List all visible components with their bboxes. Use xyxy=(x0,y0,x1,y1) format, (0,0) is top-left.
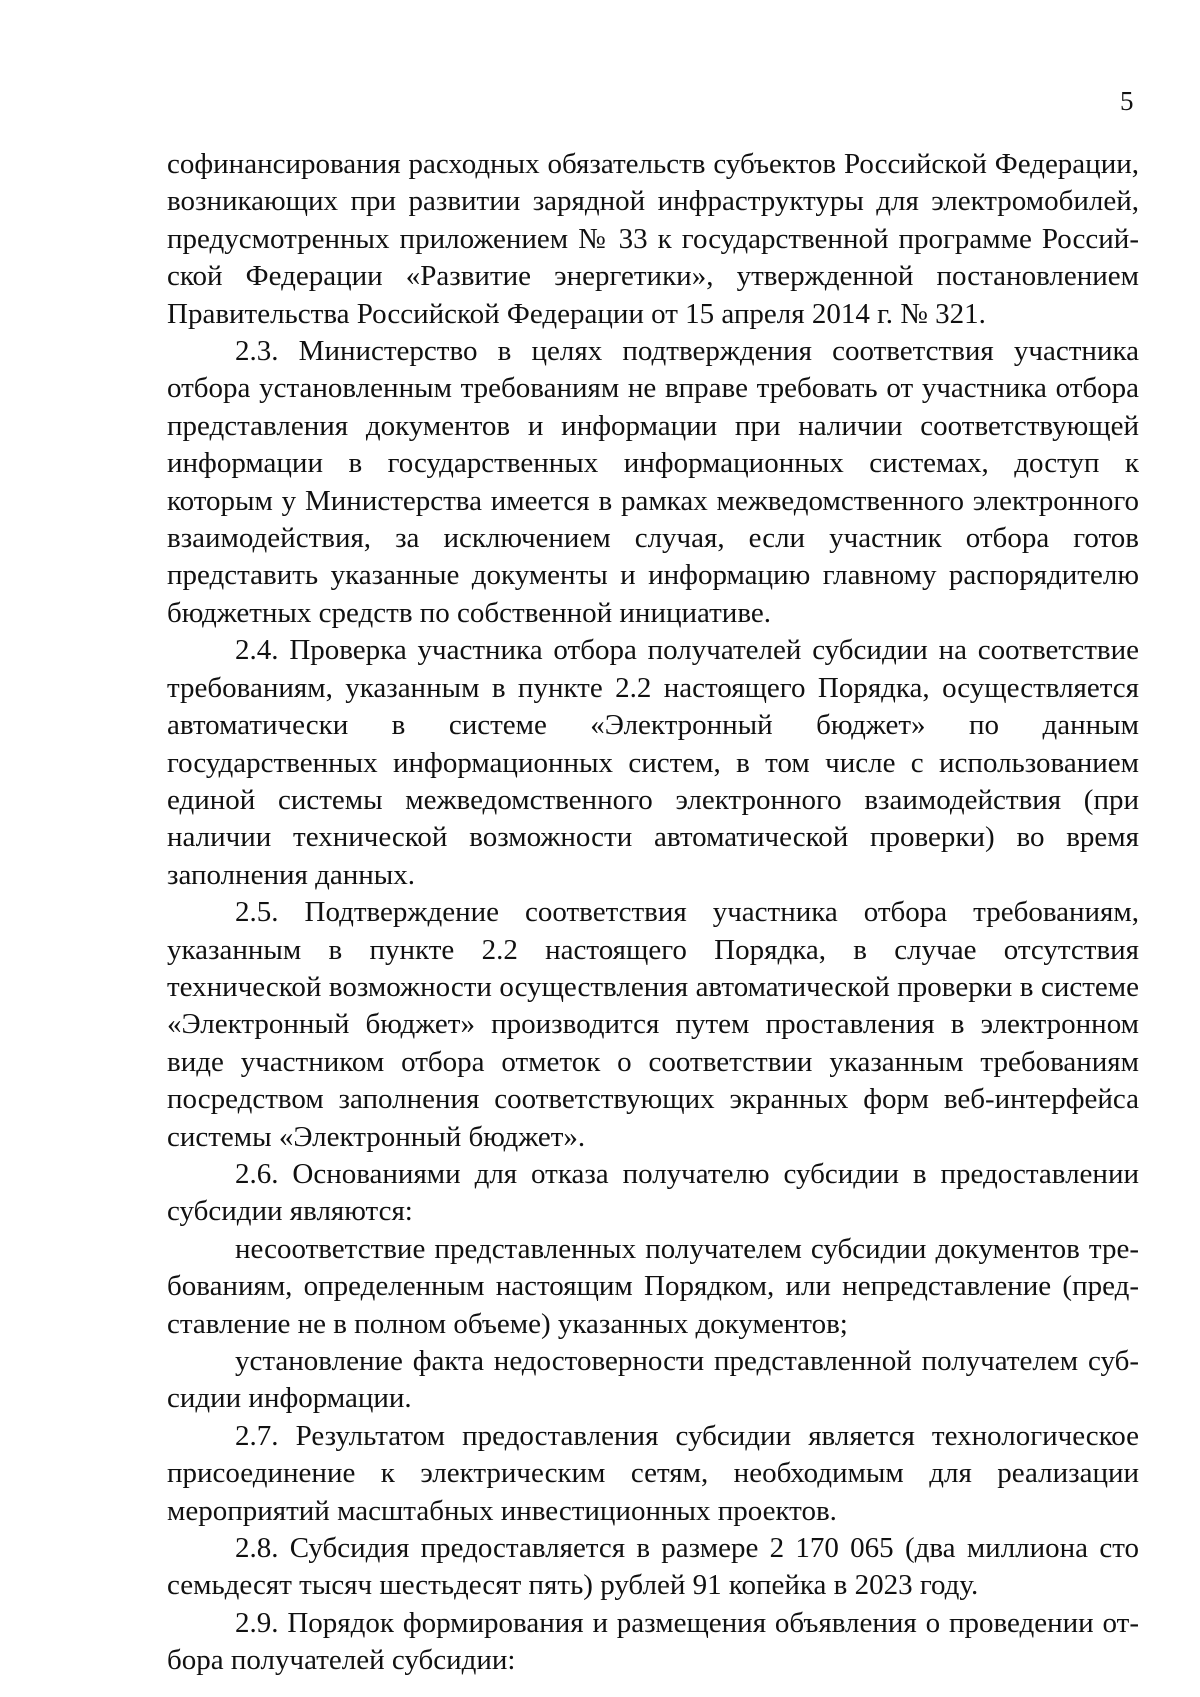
paragraph-2-8: 2.8. Субсидия предоставляется в размере 2 170 065 (два миллиона сто семьдесят тысяч шестьдесят пять) рублей 91 копейка в 2023 году. xyxy=(167,1532,1139,1602)
paragraph-continuation: софинансирования расходных обязательств субъектов Российской Федерации, возникающих при развитии зарядной инфраструктуры для электромобилей, предусмотренных приложением № 33 к государственной программе Российской Федерации «Развитие энергетики», утвержденной постановлением Правительства Российской Федерации от 15 апреля 2014 г. № 321. xyxy=(167,148,1139,330)
paragraph-2-6-item-a: несоответствие представленных получателем субсидии документов требованиям, определенным настоящим Порядком, или непредставление (представление не в полном объеме) указанных документов; xyxy=(167,1232,1139,1340)
paragraph-2-6-item-b: установление факта недостоверности представленной получателем субсидии информации. xyxy=(167,1345,1139,1415)
paragraph-2-6: 2.6. Основаниями для отказа получателю субсидии в предоставлении субсидии являются: xyxy=(167,1157,1139,1228)
paragraph-2-3: 2.3. Министерство в целях подтверждения соответствия участника отбора установленным требованиям не вправе требовать от участника отбора представления документов и информации при наличии соответствующей информации в государственных информационных системах, доступ к которым у Министерства имеется в рамках межведомственного электронного взаимодействия, за исключением случая, если участник отбора готов представить указанные документы и информацию главному распорядителю бюджетных средств по собственной инициативе. xyxy=(167,335,1139,629)
paragraph-2-4: 2.4. Проверка участника отбора получателей субсидии на соответствие требованиям, указанным в пункте 2.2 настоящего Порядка, осуществляется автоматически в системе «Электронный бюджет» по данным государственных информационных систем, в том числе с использованием единой системы межведомственного электронного взаимодействия (при наличии технической возможности автоматической проверки) во время заполнения данных. xyxy=(167,634,1139,891)
paragraph-2-9: 2.9. Порядок формирования и размещения объявления о проведении отбора получателей субсидии: xyxy=(167,1606,1139,1677)
page-number: 5 xyxy=(1120,86,1134,116)
paragraph-2-5: 2.5. Подтверждение соответствия участника отбора требованиям, указанным в пункте 2.2 настоящего Порядка, в случае отсутствия технической возможности осуществления автоматической проверки в системе «Электронный бюджет» производится путем проставления в электронном виде участником отбора отметок о соответствии указанным требованиям посредством заполнения соответствующих экранных форм веб-интерфейса системы «Электронный бюджет». xyxy=(167,896,1139,1153)
paragraph-2-7: 2.7. Результатом предоставления субсидии является технологическое присоединение к электрическим сетям, необходимым для реализации мероприятий масштабных инвестиционных проектов. xyxy=(167,1419,1139,1527)
document-body xyxy=(167,146,1139,1680)
